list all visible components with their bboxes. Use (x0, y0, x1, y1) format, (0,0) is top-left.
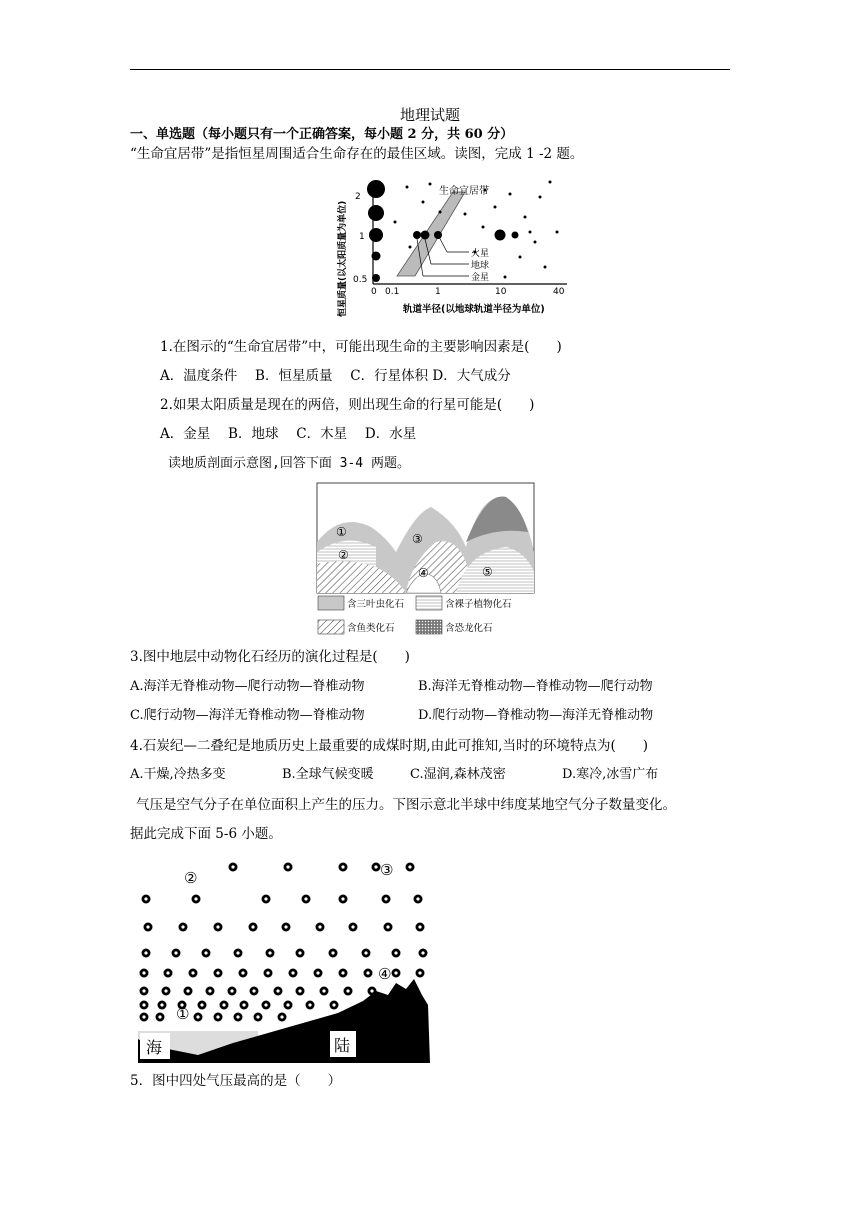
air-molecule-core (418, 971, 421, 974)
air-molecule-core (174, 951, 177, 954)
x-axis-label: 轨道半径(以地球轨道半径为单位) (403, 304, 545, 315)
habitable-zone-figure (335, 172, 575, 322)
air-molecule-core (394, 951, 397, 954)
air-molecule-core (366, 971, 369, 974)
air-molecule-core (196, 1015, 199, 1018)
x-tick: 0.1 (385, 287, 400, 297)
q4-option-b: B.全球气候变暖 (282, 767, 374, 782)
air-molecule-core (181, 925, 184, 928)
air-molecule-core (280, 1015, 283, 1018)
air-molecule-core (318, 925, 321, 928)
legend-trilobite: 含三叶虫化石 (347, 599, 405, 610)
layer-marker-5: ⑤ (482, 565, 493, 579)
air-molecule-core (341, 897, 344, 900)
air-molecule-core (264, 1003, 267, 1006)
air-molecule-core (298, 989, 301, 992)
air-molecule-core (268, 951, 271, 954)
q3-stem: 3.图中地层中动物化石经历的演化过程是( ) (130, 649, 410, 665)
air-molecule-core (286, 865, 289, 868)
air-molecule-core (194, 897, 197, 900)
air-molecule-core (266, 971, 269, 974)
marker-1: ① (176, 1005, 190, 1023)
air-molecule-core (216, 971, 219, 974)
air-molecule-core (408, 865, 411, 868)
air-molecule-core (236, 951, 239, 954)
air-molecule-core (142, 971, 145, 974)
legend-gymnosperm: 含裸子植物化石 (445, 599, 512, 610)
air-molecule-core (204, 951, 207, 954)
air-molecule-core (241, 971, 244, 974)
air-molecule-core (346, 989, 349, 992)
q3-option-a: A.海洋无脊椎动物—爬行动物—脊椎动物 (130, 679, 365, 694)
air-molecule-core (418, 925, 421, 928)
air-molecule-core (421, 951, 424, 954)
air-molecule-core (142, 989, 145, 992)
x-tick: 40 (553, 287, 565, 297)
air-molecule-core (304, 897, 307, 900)
planet-label-mars: 火星 (471, 249, 490, 259)
intro-q1-2: “生命宜居带”是指恒星周围适合生命存在的最佳区域。读图，完成 1 -2 题。 (130, 146, 584, 162)
geological-section-figure (316, 482, 536, 638)
y-axis-label: 恒星质量(以太阳质量为单位) (338, 200, 348, 317)
air-molecule-core (370, 989, 373, 992)
q3-option-d: D.爬行动物—脊椎动物—海洋无脊椎动物 (418, 708, 654, 723)
q4-option-d: D.寒冷,冰雪广布 (562, 767, 659, 782)
air-molecule-core (416, 897, 419, 900)
air-molecule-core (186, 989, 189, 992)
air-molecule-core (144, 951, 147, 954)
layer-marker-4: ④ (418, 566, 429, 580)
air-molecule-core (144, 897, 147, 900)
air-molecule-core (284, 925, 287, 928)
q4-stem: 4.石炭纪—二叠纪是地质历史上最重要的成煤时期,由此可推知,当时的环境特点为( ) (130, 738, 648, 754)
x-tick: 0 (371, 287, 377, 297)
air-molecule-core (264, 897, 267, 900)
header-rule (130, 69, 730, 70)
air-molecule-core (242, 1003, 245, 1006)
air-molecule-core (251, 925, 254, 928)
air-molecule-core (308, 1003, 311, 1006)
air-molecule-figure (138, 855, 432, 1063)
air-molecule-core (164, 989, 167, 992)
air-molecule-core (276, 989, 279, 992)
q2-options: A．金星 B．地球 C．木星 D．水星 (160, 426, 417, 442)
air-molecule-core (236, 1015, 239, 1018)
q4-option-c: C.湿润,森林茂密 (410, 767, 506, 782)
q3-option-c: C.爬行动物—海洋无脊椎动物—脊椎动物 (130, 708, 365, 723)
air-molecule-core (222, 1003, 225, 1006)
air-molecule-core (341, 865, 344, 868)
air-molecule-core (286, 1003, 289, 1006)
air-molecule-core (146, 925, 149, 928)
y-tick: 0.5 (353, 275, 368, 285)
air-molecule-core (230, 989, 233, 992)
intro-q3-4: 读地质剖面示意图,回答下面 3-4 两题。 (168, 456, 410, 471)
marker-3: ③ (380, 861, 394, 879)
air-molecule-core (316, 971, 319, 974)
q4-option-a: A.干燥,冷热多变 (130, 767, 226, 782)
air-molecule-core (142, 1015, 145, 1018)
air-molecule-core (166, 971, 169, 974)
air-molecule-core (298, 951, 301, 954)
q5-stem: 5．图中四处气压最高的是（ ） (130, 1073, 342, 1089)
q1-stem: 1.在图示的“生命宜居带”中，可能出现生命的主要影响因素是( ) (160, 339, 562, 355)
air-molecule-core (231, 865, 234, 868)
layer-marker-1: ① (336, 525, 347, 539)
intro-q5-6-line2: 据此完成下面 5-6 小题。 (130, 826, 282, 842)
planet-label-earth: 地球 (471, 261, 490, 271)
q2-stem: 2.如果太阳质量是现在的两倍，则出现生命的行星可能是( ) (160, 397, 535, 413)
air-molecule-core (216, 925, 219, 928)
air-molecule-core (332, 1003, 335, 1006)
air-molecule-core (341, 971, 344, 974)
q3-option-b: B.海洋无脊椎动物—脊椎动物—爬行动物 (418, 679, 653, 694)
air-molecule-core (351, 925, 354, 928)
air-molecule-core (256, 1015, 259, 1018)
intro-q5-6-line1: 气压是空气分子在单位面积上产生的压力。下图示意北半球中纬度某地空气分子数量变化。 (136, 797, 676, 813)
air-molecule-core (322, 989, 325, 992)
layer-marker-3: ③ (412, 532, 423, 546)
air-molecule-core (200, 1003, 203, 1006)
marker-2: ② (184, 869, 198, 887)
air-molecule-core (291, 971, 294, 974)
layer-marker-2: ② (338, 548, 349, 562)
legend-dinosaur: 含恐龙化石 (445, 623, 493, 634)
x-tick: 10 (495, 287, 507, 297)
sea-label: 海 (146, 1038, 163, 1057)
x-tick: 1 (435, 287, 441, 297)
air-molecule-core (158, 1015, 161, 1018)
q1-options: A．温度条件 B．恒星质量 C．行星体积 D．大气成分 (160, 368, 511, 384)
page-title: 地理试题 (399, 106, 460, 124)
legend-fish: 含鱼类化石 (347, 623, 395, 634)
air-molecule-core (384, 897, 387, 900)
air-molecule-core (208, 989, 211, 992)
air-molecule-core (394, 971, 397, 974)
air-molecule-core (386, 925, 389, 928)
air-molecule-core (374, 865, 377, 868)
y-tick: 2 (355, 192, 361, 202)
section-heading: 一、单选题（每小题只有一个正确答案，每小题 2 分，共 60 分） (130, 127, 514, 142)
air-molecule-core (142, 1003, 145, 1006)
marker-4: ④ (378, 965, 392, 983)
air-molecule-core (216, 1015, 219, 1018)
habitable-band-label: 生命宜居带 (439, 186, 489, 197)
air-molecule-core (364, 951, 367, 954)
air-molecule-core (160, 1003, 163, 1006)
planet-label-venus: 金星 (471, 273, 490, 283)
land-label: 陆 (334, 1036, 351, 1055)
air-molecule-core (191, 971, 194, 974)
air-molecule-core (252, 989, 255, 992)
air-molecule-core (331, 951, 334, 954)
y-tick: 1 (359, 232, 365, 242)
